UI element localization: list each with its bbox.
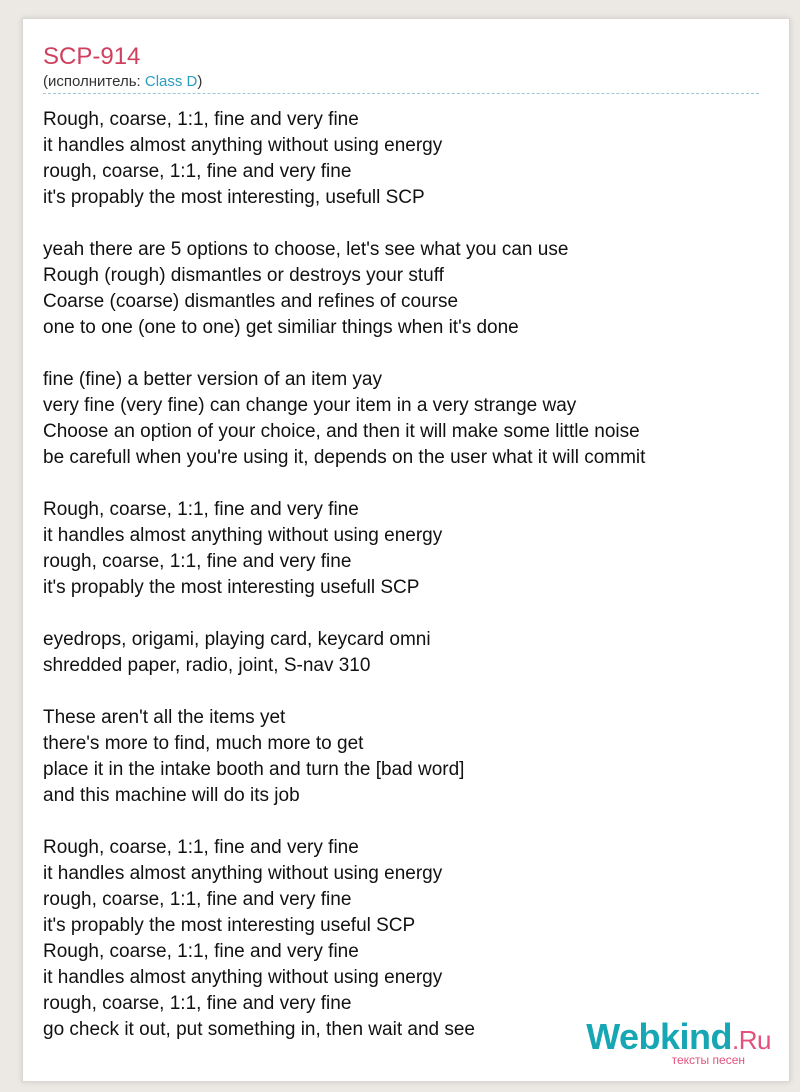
lyrics-line: one to one (one to one) get similiar things when it's done bbox=[43, 317, 519, 338]
lyrics-card bbox=[22, 18, 790, 1082]
song-title: SCP-914 bbox=[43, 43, 141, 70]
lyrics-line: be carefull when you're using it, depends on the user what it will commit bbox=[43, 447, 646, 468]
title-divider bbox=[43, 93, 759, 94]
lyrics-stanza bbox=[43, 835, 763, 1043]
artist-line bbox=[43, 73, 202, 91]
lyrics-line: eyedrops, origami, playing card, keycard omni bbox=[43, 629, 431, 650]
artist-suffix: ) bbox=[197, 73, 203, 90]
lyrics-line: very fine (very fine) can change your item in a very strange way bbox=[43, 395, 577, 416]
lyrics-line: it handles almost anything without using energy bbox=[43, 135, 443, 156]
lyrics-line: rough, coarse, 1:1, fine and very fine bbox=[43, 993, 352, 1014]
artist-link[interactable]: Class D bbox=[144, 73, 198, 90]
lyrics-stanza bbox=[43, 497, 763, 601]
lyrics-line: it handles almost anything without using energy bbox=[43, 525, 443, 546]
lyrics-line: it's propably the most interesting usefull SCP bbox=[43, 577, 420, 598]
lyrics-line: Rough, coarse, 1:1, fine and very fine bbox=[43, 837, 359, 858]
lyrics-line: place it in the intake booth and turn the [bad word] bbox=[43, 759, 465, 780]
webkind-brand: Webkind bbox=[586, 1016, 733, 1057]
webkind-tld: .Ru bbox=[732, 1025, 771, 1055]
lyrics-stanza bbox=[43, 107, 763, 211]
lyrics-line: rough, coarse, 1:1, fine and very fine bbox=[43, 551, 352, 572]
lyrics-line: fine (fine) a better version of an item yay bbox=[43, 369, 382, 390]
lyrics-line: go check it out, put something in, then wait and see bbox=[43, 1019, 475, 1040]
webkind-logo[interactable] bbox=[571, 1016, 771, 1067]
lyrics-line: Rough, coarse, 1:1, fine and very fine bbox=[43, 941, 359, 962]
lyrics-stanza bbox=[43, 627, 763, 679]
lyrics-line: shredded paper, radio, joint, S-nav 310 bbox=[43, 655, 371, 676]
webkind-tagline: тексты песен bbox=[671, 1053, 745, 1067]
lyrics-line: there's more to find, much more to get bbox=[43, 733, 364, 754]
lyrics-body bbox=[43, 107, 763, 1069]
lyrics-line: rough, coarse, 1:1, fine and very fine bbox=[43, 889, 352, 910]
lyrics-line: Choose an option of your choice, and then it will make some little noise bbox=[43, 421, 640, 442]
lyrics-line: Rough (rough) dismantles or destroys your stuff bbox=[43, 265, 444, 286]
lyrics-stanza bbox=[43, 237, 763, 341]
lyrics-line: and this machine will do its job bbox=[43, 785, 300, 806]
lyrics-line: it handles almost anything without using energy bbox=[43, 863, 443, 884]
lyrics-line: Rough, coarse, 1:1, fine and very fine bbox=[43, 109, 359, 130]
lyrics-line: it handles almost anything without using energy bbox=[43, 967, 443, 988]
lyrics-line: Coarse (coarse) dismantles and refines of course bbox=[43, 291, 459, 312]
lyrics-stanza bbox=[43, 705, 763, 809]
lyrics-line: yeah there are 5 options to choose, let's see what you can use bbox=[43, 239, 569, 260]
lyrics-stanza bbox=[43, 367, 763, 471]
lyrics-line: it's propably the most interesting useful SCP bbox=[43, 915, 416, 936]
lyrics-line: rough, coarse, 1:1, fine and very fine bbox=[43, 161, 352, 182]
lyrics-line: it's propably the most interesting, usefull SCP bbox=[43, 187, 425, 208]
lyrics-line: Rough, coarse, 1:1, fine and very fine bbox=[43, 499, 359, 520]
lyrics-line: These aren't all the items yet bbox=[43, 707, 286, 728]
artist-prefix: (исполнитель: bbox=[43, 73, 145, 90]
